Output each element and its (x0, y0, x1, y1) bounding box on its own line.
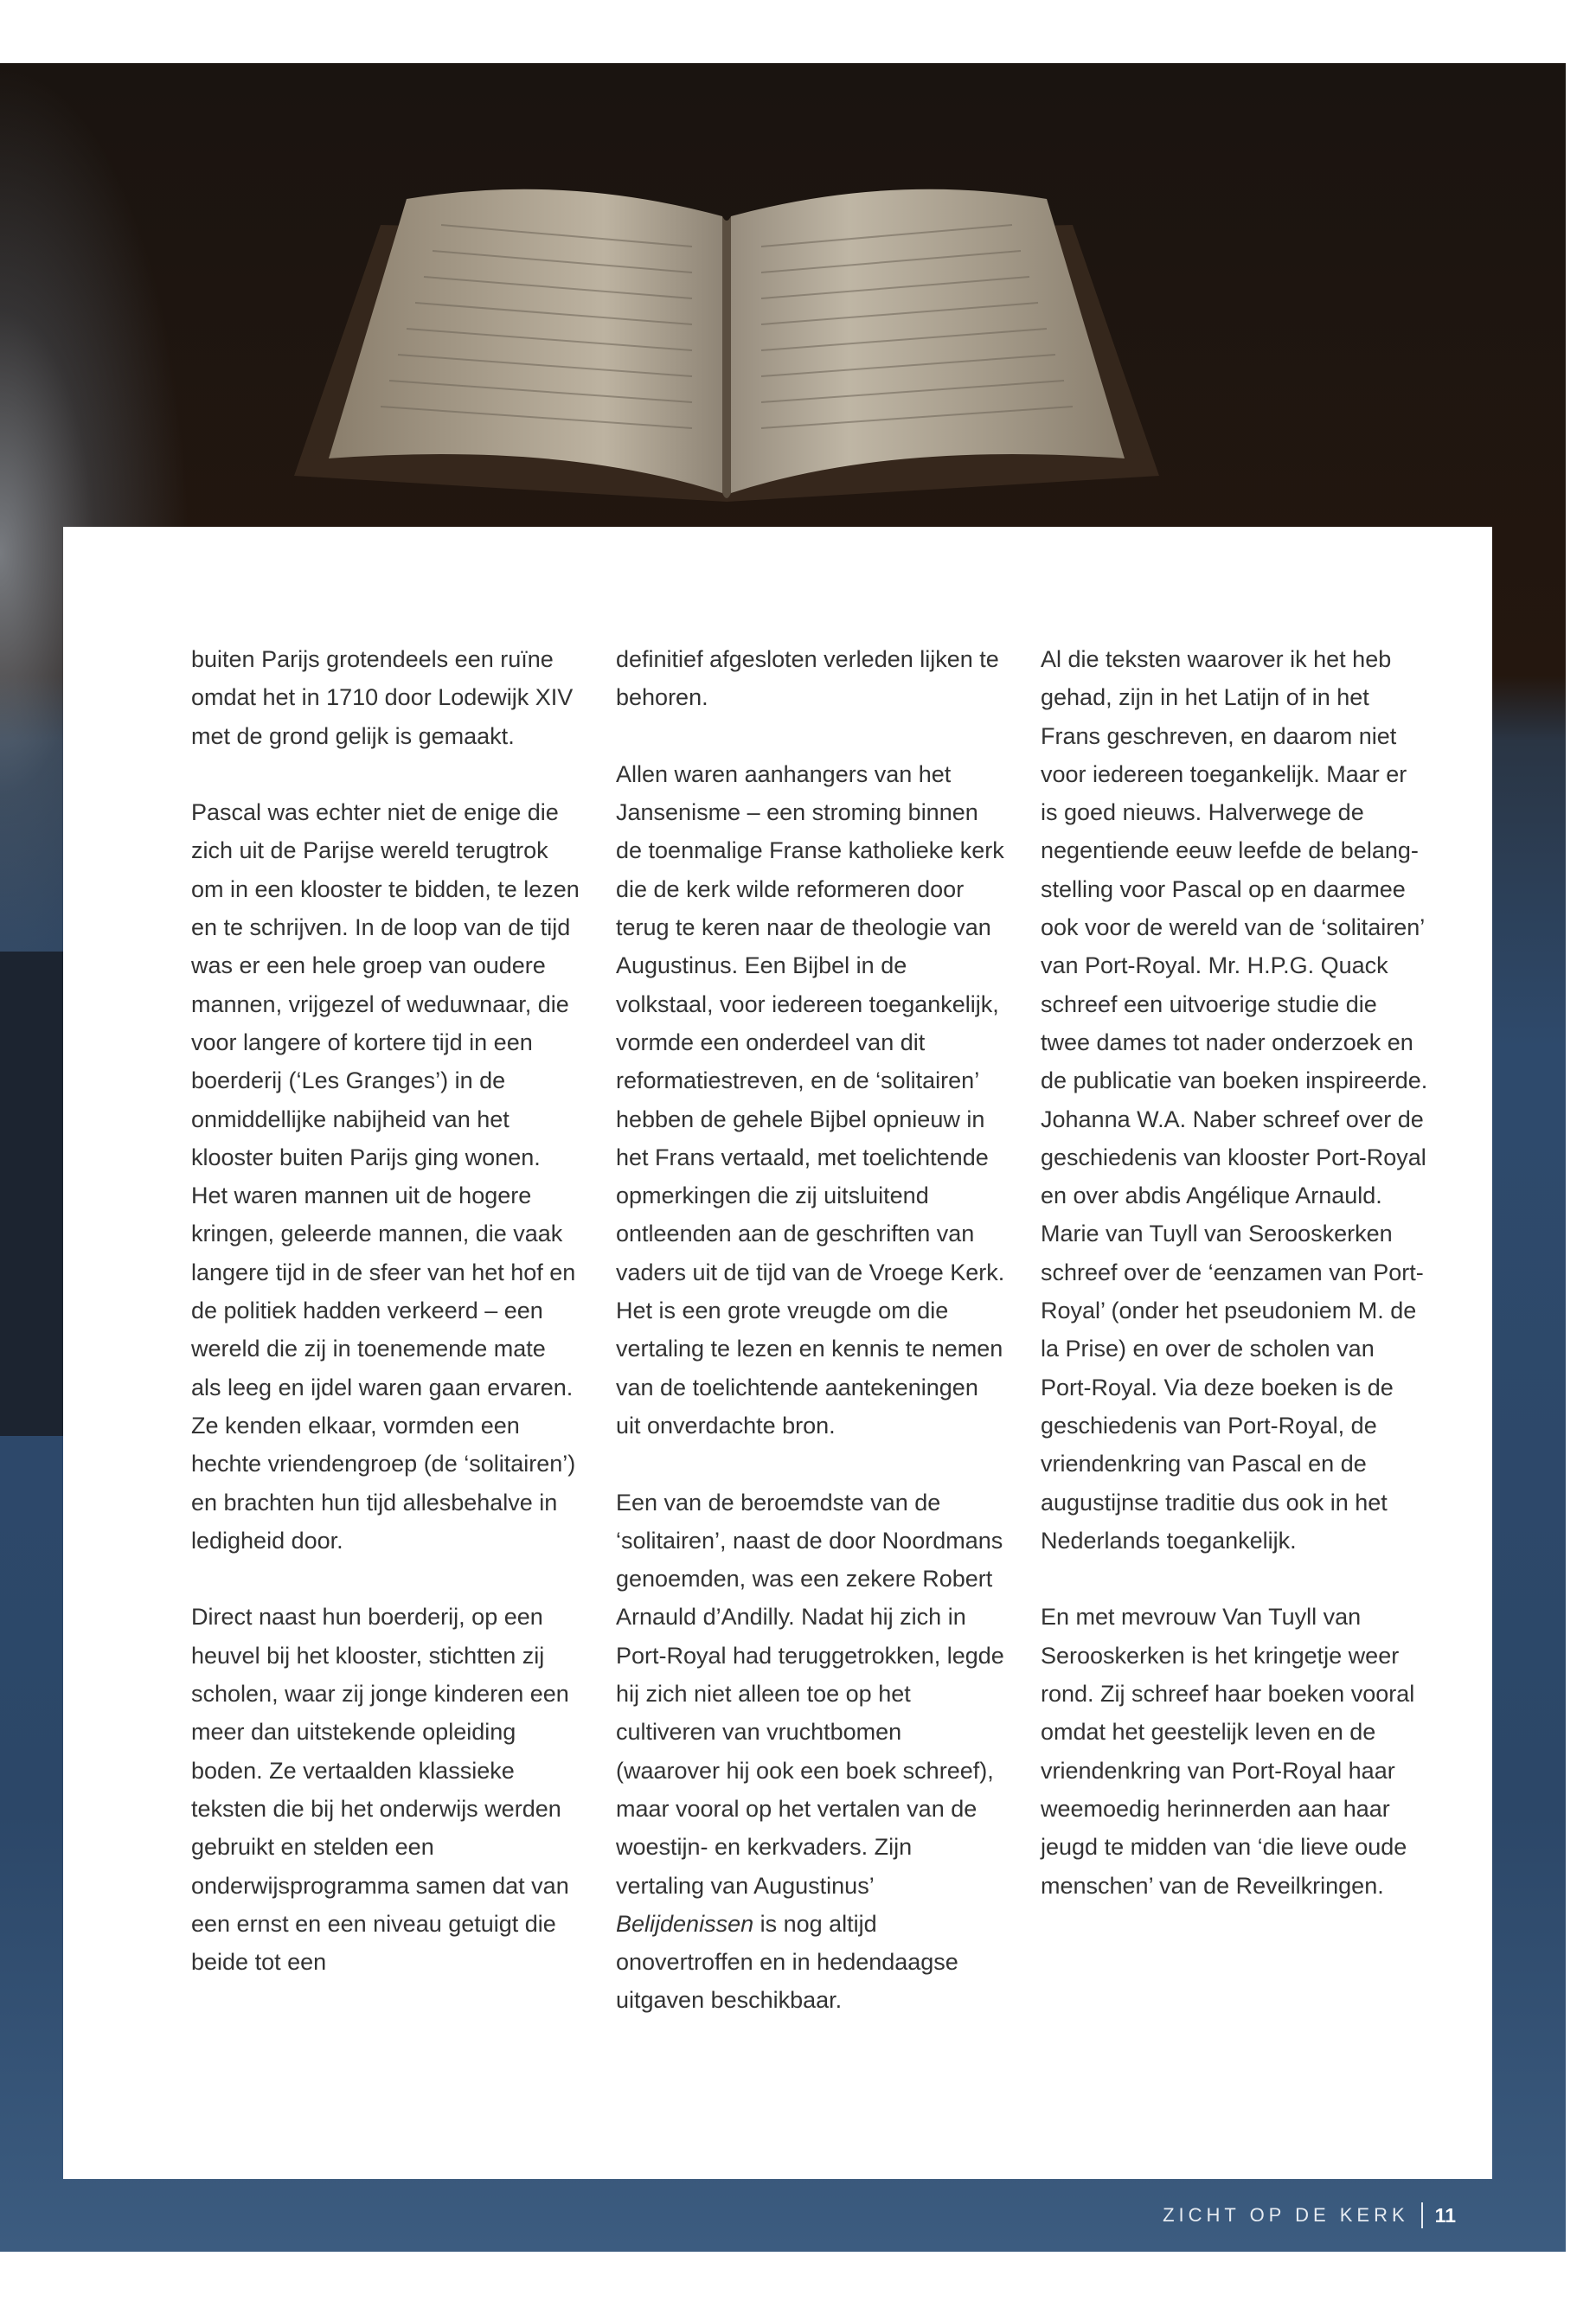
open-bible-illustration (277, 164, 1176, 528)
paragraph: Pascal was echter niet de enige die zich uit de Parijse wereld terugtrok om in een klooster te bidden, te lezen en te schrijven. In de loop van de tijd was er een hele groep van oudere mannen, vrijgezel of weduwnaar, die voor langere of kortere tijd in een boerderij (‘Les Granges’) in de onmiddellijke nabijheid van het klooster buiten Parijs ging wonen. Het waren mannen uit de hogere kringen, geleerde mannen, die vaak langere tijd in de sfeer van het hof en de politiek hadden verkeerd – een wereld die zij in toenemende mate als leeg en ijdel waren gaan ervaren. Ze kenden elkaar, vormden een hechte vriendengroep (de ‘solitairen’) en brachten hun tijd allesbehalve in ledigheid door. (191, 799, 580, 1554)
paragraph-text: is nog altijd onovertroffen en in hedendaagse uitgaven beschikbaar. (616, 1910, 958, 2014)
footer-divider (1421, 2202, 1423, 2228)
paragraph: Al die teksten waarover ik het heb gehad, zijn in het Latijn of in het Frans geschreven, en daarom niet voor iedereen toegankelijk. Maar er is goed nieuws. Halverwege de negentiende eeuw leefde de belangstelling voor Pascal op en daarmee ook voor de wereld van de ‘solitairen’ van Port-Royal. Mr. H.P.G. Quack schreef een uitvoerige studie die twee dames tot nader onderzoek en de publicatie van boeken inspireerde. Johanna W.A. Naber schreef over de geschiedenis van klooster Port-Royal en over abdis Angélique Arnauld. Marie van Tuyll van Serooskerken schreef over de ‘eenzamen van Port-Royal’ (onder het pseudoniem M. de la Prise) en over de scholen van Port-Royal. Via deze boeken is de geschiedenis van Port-Royal, de vriendenkring van Pascal en de augustijnse traditie dus ook in het Nederlands toegankelijk. (1041, 646, 1428, 1554)
paragraph: En met mevrouw Van Tuyll van Serooskerken is het kringetje weer rond. Zij schreef haar boeken vooral omdat het geestelijk leven en de vriendenkring van Port-Royal haar weemoedig herinnerden aan haar jeugd te midden van ‘die lieve oude menschen’ van de Reveilkringen. (1041, 1604, 1415, 1899)
paragraph: definitief afgesloten verleden lijken te behoren. (616, 646, 999, 711)
page-footer (1163, 2202, 1456, 2229)
paragraph: buiten Parijs grotendeels een ruïne omdat het in 1710 door Lodewijk XIV met de grond gelijk is gemaakt. (191, 646, 574, 749)
article-column-1 (191, 640, 580, 1981)
paragraph: Direct naast hun boerderij, op een heuvel bij het klooster, stichtten zij scholen, waar zij jonge kinderen een meer dan uitstekende opleiding boden. Ze vertaalden klassieke teksten die bij het onderwijs werden gebruikt en stelden een onderwijsprogramma samen dat van een ernst en een niveau getuigt die beide tot een (191, 1604, 569, 1976)
paragraph-text: Een van de beroemdste van de ‘solitairen’, naast de door Noordmans genoemden, was een zekere Robert Arnauld d’Andilly. Nadat hij zich in Port-Royal had teruggetrokken, legde hij zich niet alleen toe op het cultiveren van vruchtbomen (waarover hij ook een boek schreef), maar vooral op het vertalen van de woestijn- en kerkvaders. Zijn vertaling van Augustinus’ (616, 1489, 1004, 1899)
article-column-2 (616, 640, 1005, 2020)
page-number: 11 (1434, 2203, 1456, 2227)
magazine-title: ZICHT OP DE KERK (1163, 2204, 1409, 2226)
background-dark-strip (0, 952, 65, 1436)
article-column-3 (1041, 640, 1430, 1905)
book-title-emphasis: Belijdenissen (616, 1910, 754, 1937)
paragraph: Allen waren aanhangers van het Jansenisme – een stroming binnen de toenmalige Franse katholieke kerk die de kerk wilde reformeren door terug te keren naar de theologie van Augustinus. Een Bijbel in de volkstaal, voor iedereen toegankelijk, vormde een onderdeel van dit reformatiestreven, en de ‘solitairen’ hebben de gehele Bijbel opnieuw in het Frans vertaald, met toelichtende opmerkingen die zij uitsluitend ontleenden aan de geschriften van vaders uit de tijd van de Vroege Kerk. Het is een grote vreugde om die vertaling te lezen en kennis te nemen van de toelichtende aantekeningen uit onverdachte bron. (616, 760, 1005, 1439)
paragraph (616, 1484, 1005, 2020)
